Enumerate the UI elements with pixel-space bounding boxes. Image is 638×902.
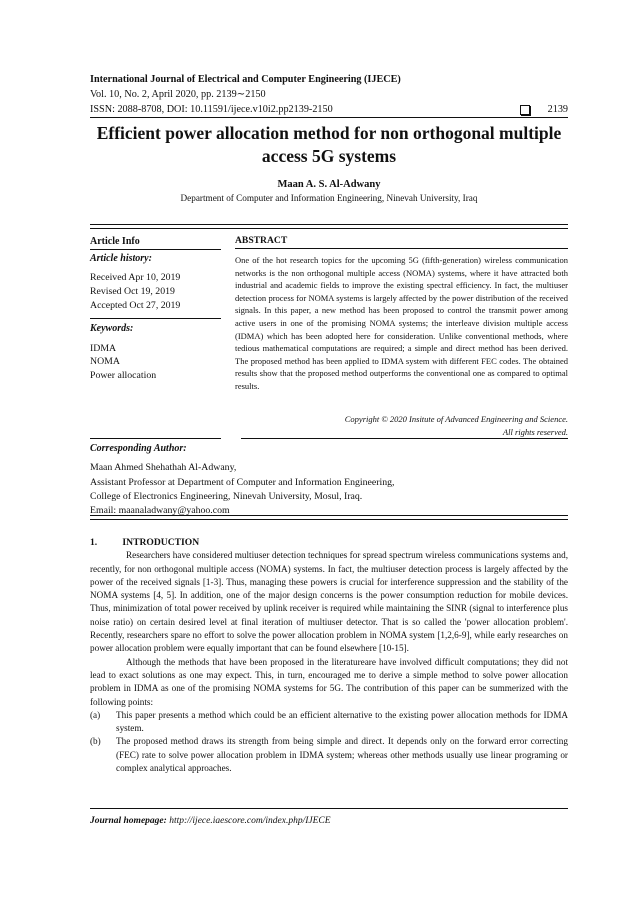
journal-name: International Journal of Electrical and Computer Engineering (IJECE) bbox=[90, 74, 401, 85]
paragraph: Although the methods that have been proposed in the literatureare have involved difficult computations; they did not lead to exact solutions as one may expect. This, in turn, encouraged me to derive a simple method to solve power allocation problem in IDMA as one of the promising NOMA systems for 5G. The contribution of this paper can be summerized with the following points: bbox=[90, 656, 568, 707]
footer-label: Journal homepage: bbox=[90, 816, 167, 826]
history-heading: Article history: bbox=[90, 253, 152, 264]
revised-date: Revised Oct 19, 2019 bbox=[90, 286, 175, 298]
keyword: Power allocation bbox=[90, 369, 157, 381]
corresponding-heading: Corresponding Author: bbox=[90, 443, 187, 454]
article-info-heading: Article Info bbox=[90, 236, 140, 247]
accepted-date: Accepted Oct 27, 2019 bbox=[90, 300, 181, 312]
section-title: INTRODUCTION bbox=[122, 537, 200, 548]
paper-title: Efficient power allocation method for non orthogonal multiple access 5G systems bbox=[96, 123, 562, 166]
divider bbox=[90, 249, 221, 250]
list-item bbox=[90, 735, 568, 775]
list-marker: (b) bbox=[90, 736, 101, 747]
section-number: 1. bbox=[90, 537, 98, 548]
author-name: Maan A. S. Al-Adwany bbox=[277, 179, 381, 190]
received-date: Received Apr 10, 2019 bbox=[90, 272, 181, 283]
footer-rule bbox=[90, 808, 568, 809]
divider bbox=[90, 438, 221, 439]
corresponding-author bbox=[90, 442, 568, 518]
keyword: NOMA bbox=[90, 356, 120, 368]
divider bbox=[235, 248, 568, 249]
author-email: Email: maanaladwany@yahoo.com bbox=[90, 505, 230, 517]
abstract-heading: ABSTRACT bbox=[235, 235, 288, 246]
keyword: IDMA bbox=[90, 342, 117, 354]
page-footer bbox=[90, 808, 568, 826]
list-item-text: The proposed method draws its strength from being simple and direct. It depends only on the forward error correcting (FEC) rate to solve power allocation problem in IDMA system; whereas other methods usually use linear programing or complex analytical approaches. bbox=[116, 736, 568, 774]
author-line: Assistant Professor at Department of Computer and Information Engineering, bbox=[90, 476, 395, 488]
journal-homepage-link[interactable]: http://ijece.iaescore.com/index.php/IJECE bbox=[169, 816, 331, 826]
paragraph: Researchers have considered multiuser detection techniques for spread spectrum wireless communications systems and, recently, for non orthogonal multiple access (NOMA) systems. In fact, the multiuser detection process is largely affected by the power of the received signals [1-3]. Thus, managing these powers is crucial for interference suppression and the stability of the NOMA systems [4, 5]. In addition, one of the major design concerns is the power consumption reduction for mobile devices. Thus, minimization of total power received by uplink receiver is required while maintaining the SINR (signal to interference plus noise ratio) on certain desired level at final iteration of multiuser detector. That is so called the 'power allocation problem'. Recently, researchers spare no effort to solve the power allocation problem in NOMA system [1,2,6-9], while early researches on power allocation problem were equally important that can be found elsewhere [10-15]. bbox=[90, 550, 568, 654]
article-info bbox=[90, 236, 221, 382]
abstract-text: One of the hot research topics for the upcoming 5G (fifth-generation) wireless communication networks is the non orthogonal multiple access (NOMA) systems, where it have attracted both industrial and academic fields to improve the existing spectral efficiency. In fact, the multiuser detection process for NOMA systems is largely affected by the power distribution of the received signals. In this paper, a new method has been proposed to control the transmit power among active users in one of the promising NOMA systems; the interleave division multiple access (IDMA) which has been adopted here for consideration. Unlike conventional methods, where tedious mathematical computations are required; a simple and direct method has been derived. The proposed method has been applied to IDMA system with different FEC codes. The obtained results show that the proposed method outperforms the conventional one as compared to optimal results. bbox=[235, 255, 568, 391]
list-item-text: This paper presents a method which could be an efficient alternative to the existing power allocation methods for IDMA system. bbox=[116, 709, 568, 734]
keywords-heading: Keywords: bbox=[90, 322, 134, 334]
copyright-line: Copyright © 2020 Insitute of Advanced Engineering and Science. bbox=[344, 414, 568, 424]
introduction-section bbox=[90, 536, 568, 775]
divider bbox=[241, 438, 568, 439]
list-marker: (a) bbox=[90, 709, 101, 720]
list-item bbox=[90, 709, 568, 736]
header-rule bbox=[90, 117, 568, 118]
author-affiliation: Department of Computer and Information Engineering, Ninevah University, Iraq bbox=[180, 193, 478, 203]
section-heading bbox=[90, 536, 568, 549]
divider-bottom bbox=[90, 515, 568, 520]
abstract bbox=[235, 235, 568, 393]
page-number: 2139 bbox=[547, 104, 568, 115]
author-line: College of Electronics Engineering, Ninevah University, Mosul, Iraq. bbox=[90, 490, 363, 502]
contribution-list bbox=[90, 709, 568, 775]
journal-header bbox=[90, 72, 568, 117]
copyright-notice bbox=[235, 413, 568, 438]
divider-top bbox=[90, 224, 568, 229]
rights-line: All rights reserved. bbox=[502, 426, 568, 437]
divider bbox=[90, 318, 221, 319]
volume-line: Vol. 10, No. 2, April 2020, pp. 2139∼2150 bbox=[90, 89, 266, 100]
author-line: Maan Ahmed Shehathah Al-Adwany, bbox=[90, 462, 237, 474]
issn-line: ISSN: 2088-8708, DOI: 10.11591/ijece.v10i2.pp2139-2150 bbox=[90, 104, 333, 115]
box-icon bbox=[520, 105, 530, 115]
